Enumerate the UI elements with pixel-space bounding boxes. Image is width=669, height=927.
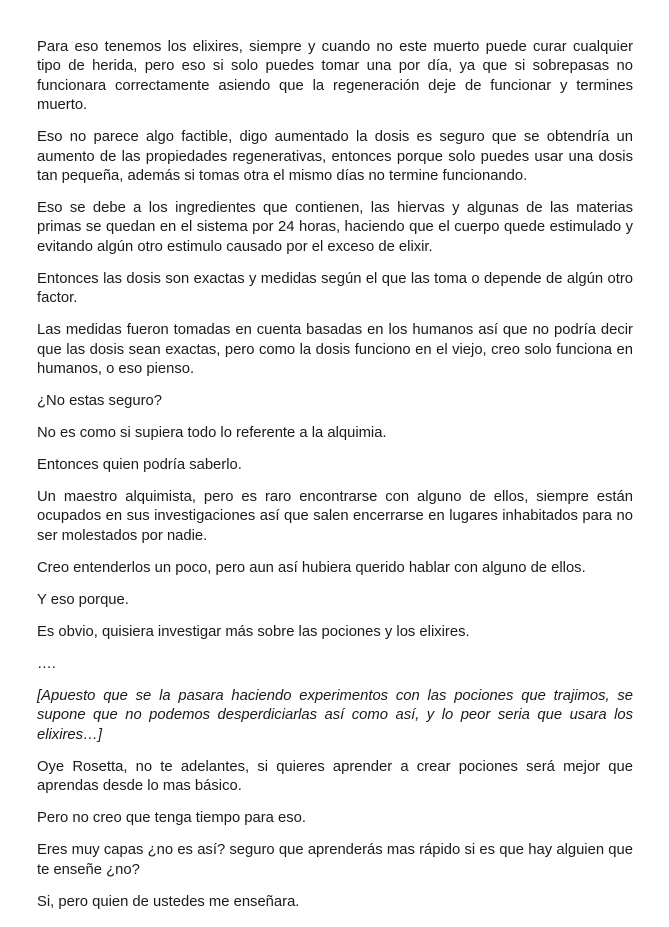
- paragraph-14-thought: [Apuesto que se la pasara haciendo experimentos con las pociones que trajimos, se supone que no podemos desperdiciarlas así como así, y lo peor seria que usara los elixires…]: [37, 687, 633, 743]
- paragraph-15: Oye Rosetta, no te adelantes, si quieres aprender a crear pociones será mejor que aprendas desde lo mas básico.: [37, 758, 633, 795]
- paragraph-7: No es como si supiera todo lo referente a la alquimia.: [37, 425, 387, 442]
- paragraph-12: Es obvio, quisiera investigar más sobre las pociones y los elixires.: [37, 623, 470, 640]
- paragraph-6: ¿No estas seguro?: [37, 393, 163, 410]
- paragraph-1: Para eso tenemos los elixires, siempre y cuando no este muerto puede curar cualquier tipo de herida, pero eso si solo puedes tomar una por día, ya que si sobrepasas no funcionara correctamente asiendo que la regeneración deje de funcionar y termines muerto.: [37, 39, 633, 114]
- paragraph-10: Creo entenderlos un poco, pero aun así hubiera querido hablar con alguno de ellos.: [37, 559, 586, 576]
- document-body: [37, 38, 633, 912]
- paragraph-8: Entonces quien podría saberlo.: [37, 457, 242, 474]
- paragraph-16: Pero no creo que tenga tiempo para eso.: [37, 810, 306, 827]
- paragraph-9: Un maestro alquimista, pero es raro encontrarse con alguno de ellos, siempre están ocupados en sus investigaciones así que salen encerrarse en lugares inhabitados para no ser molestados por nadie.: [37, 489, 633, 544]
- paragraph-4: Entonces las dosis son exactas y medidas según el que las toma o depende de algún otro factor.: [37, 270, 633, 307]
- paragraph-18: Si, pero quien de ustedes me enseñara.: [37, 893, 300, 910]
- paragraph-11: Y eso porque.: [37, 591, 129, 608]
- paragraph-2: Eso no parece algo factible, digo aumentado la dosis es seguro que se obtendría un aumento de las propiedades regenerativas, entonces porque solo puedes usar una dosis tan pequeña, además si tomas otra el mismo días no termine funcionando.: [37, 129, 633, 185]
- paragraph-17: Eres muy capas ¿no es así? seguro que aprenderás mas rápido si es que hay alguien que te enseñe ¿no?: [37, 842, 633, 878]
- paragraph-13: ….: [37, 655, 56, 672]
- paragraph-5: Las medidas fueron tomadas en cuenta basadas en los humanos así que no podría decir que las dosis sean exactas, pero como la dosis funciono en el viejo, creo solo funciona en humanos, o eso pienso.: [37, 322, 633, 378]
- paragraph-3: Eso se debe a los ingredientes que contienen, las hiervas y algunas de las materias primas se quedan en el sistema por 24 horas, haciendo que el cuerpo quede estimulado y evitando algún otro estimulo causado por el exceso de elixir.: [37, 200, 633, 255]
